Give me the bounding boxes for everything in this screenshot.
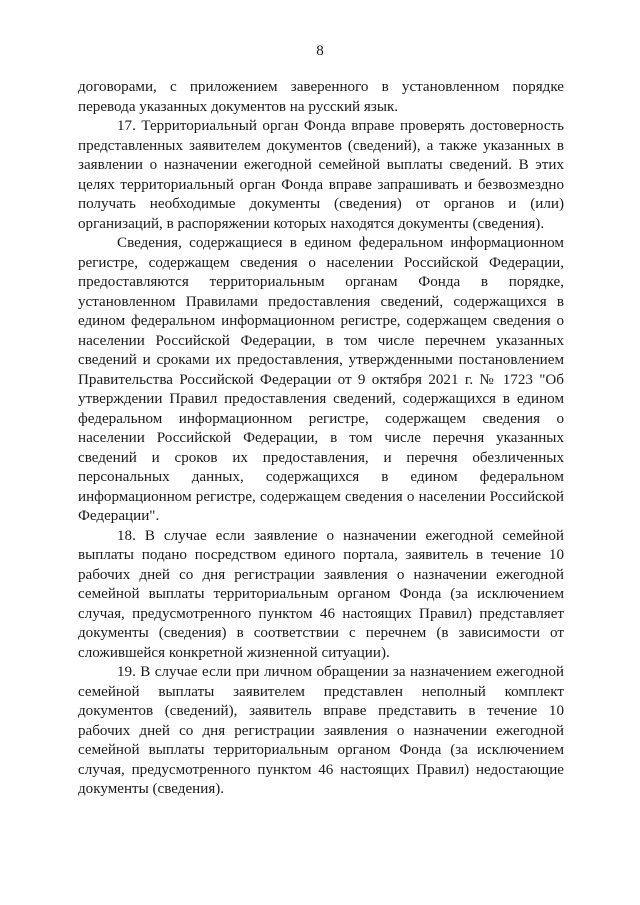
paragraph-register-info: Сведения, содержащиеся в едином федеральном информационном регистре, содержащем сведения о населении Российской Федерации, предоставляются территориальным органам Фонда в порядке, установленном Правилами предоставления сведений, содержащихся в едином федеральном информационном регистре, содержащем сведения о населении Российской Федерации, в том числе перечнем указанных сведений и сроками их предоставления, утвержденными постановлением Правительства Российской Федерации от 9 октября 2021 г. № 1723 "Об утверждении Правил предоставления сведений, содержащихся в едином федеральном информационном регистре, содержащем сведения о населении Российской Федерации, в том числе перечня указанных сведений и сроков их предоставления, и перечня обезличенных персональных данных, содержащихся в едином федеральном информационном регистре, содержащем сведения о населении Российской Федерации". [78, 235, 564, 524]
paragraph-continuation: договорами, с приложением заверенного в установленном порядке перевода указанных документов на русский язык. [78, 79, 564, 115]
document-body [78, 78, 564, 800]
page-number: 8 [316, 43, 324, 59]
paragraph-item-18: 18. В случае если заявление о назначении ежегодной семейной выплаты подано посредством единого портала, заявитель в течение 10 рабочих дней со дня регистрации заявления о назначении ежегодной семейной выплаты территориальным органом Фонда (за исключением случая, предусмотренного пунктом 46 настоящих Правил) представляет документы (сведения) в соответствии с перечнем (в зависимости от сложившейся конкретной жизненной ситуации). [78, 527, 564, 661]
paragraph-item-19: 19. В случае если при личном обращении за назначением ежегодной семейной выплаты заявителем представлен неполный комплект документов (сведений), заявитель вправе представить в течение 10 рабочих дней со дня регистрации заявления о назначении ежегодной семейной выплаты территориальным органом Фонда (за исключением случая, предусмотренного пунктом 46 настоящих Правил) недостающие документы (сведения). [78, 664, 564, 797]
paragraph-item-17: 17. Территориальный орган Фонда вправе проверять достоверность представленных заявителем документов (сведений), а также указанных в заявлении о назначении ежегодной семейной выплаты сведений. В этих целях территориальный орган Фонда вправе запрашивать и безвозмездно получать необходимые документы (сведения) от органов и (или) организаций, в распоряжении которых находятся документы (сведения). [78, 118, 564, 232]
